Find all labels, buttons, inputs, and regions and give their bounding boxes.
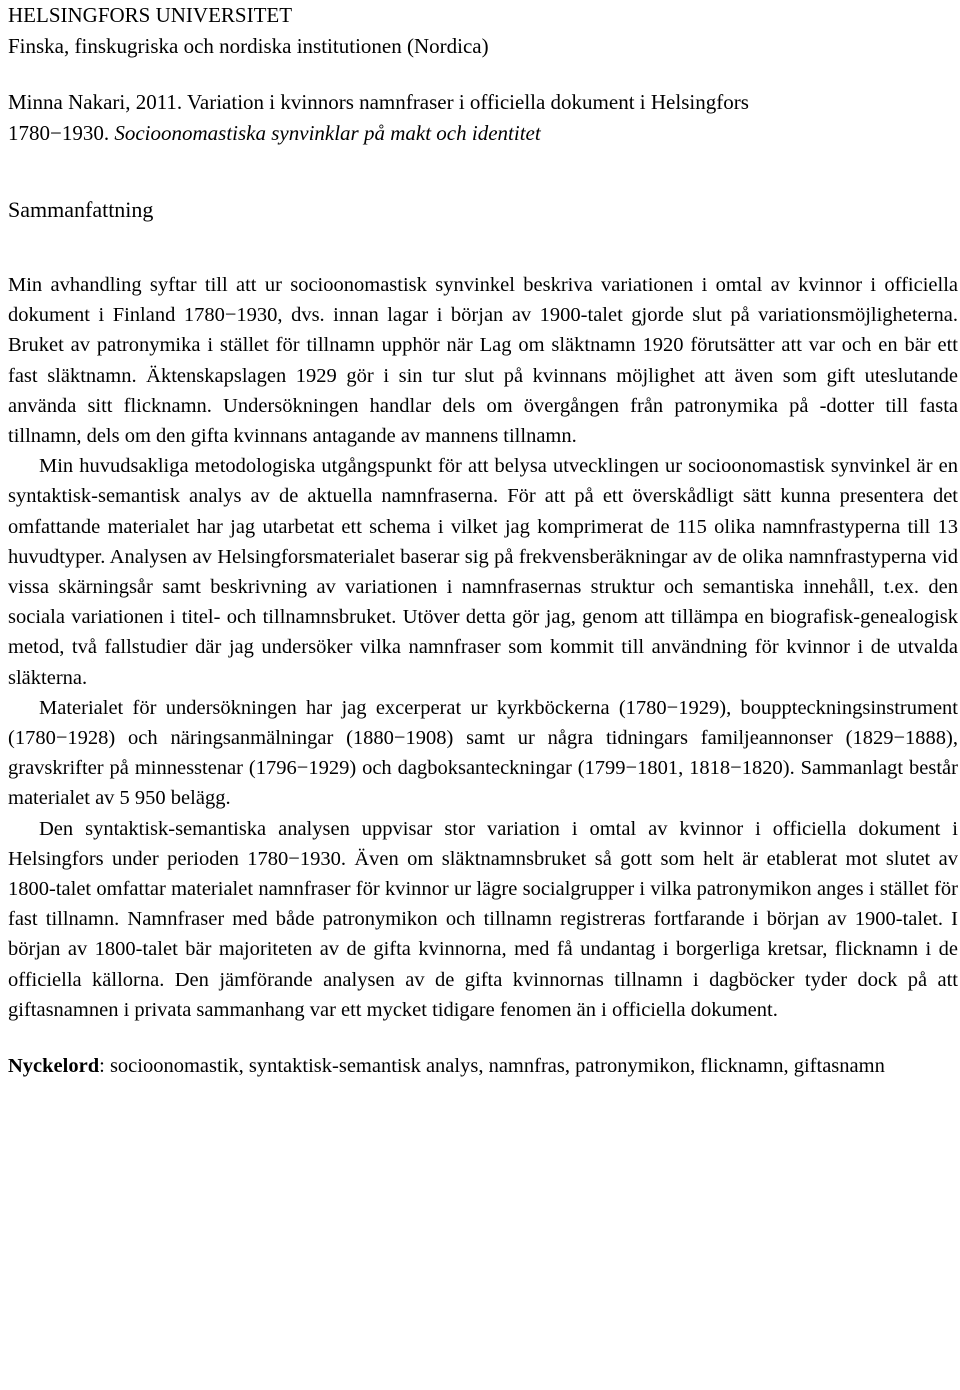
keywords-label: Nyckelord [8,1055,100,1078]
citation-years: 1780−1930. [8,121,110,145]
work-citation [8,87,958,149]
abstract-paragraph-3: Materialet för undersökningen har jag excerperat ur kyrkböckerna (1780−1929), bouppteckningsinstrument (1780−1928) och näringsanmälningar (1880−1908) samt ur några tidningars familjeannonser (1829−1888), gravskrifter på minnesstenar (1796−1929) och dagboksanteckningar (1799−1801, 1818−1820). Sammanlagt består materialet av 5 950 belägg. [8,696,958,810]
abstract-body [8,270,958,1025]
department-name: Finska, finskugriska och nordiska institutionen (Nordica) [8,34,489,58]
document-header [8,0,958,62]
abstract-paragraph-1: Min avhandling syftar till att ur socioonomastisk synvinkel beskriva variationen i omtal av kvinnor i officiella dokument i Finland 1780−1930, dvs. innan lagar i början av 1900-talet gjorde slut på variationsmöjligheterna. Bruket av patronymika i stället för tillnamn upphör när Lag om släktnamn 1920 förutsätter att var och en bär ett fast släktnamn. Äktenskapslagen 1929 gör i sin tur slut på kvinnans möjlighet att även som gift uteslutande använda sitt flicknamn. Undersökningen handlar dels om övergången från patronymika på -dotter till fasta tillnamn, dels om den gifta kvinnans antagande av mannens tillnamn. [8,274,958,448]
keywords-separator: : [99,1055,110,1078]
abstract-heading: Sammanfattning [8,197,154,222]
abstract-paragraph-2: Min huvudsakliga metodologiska utgångspunkt för att belysa utvecklingen ur socioonomastisk synvinkel är en syntaktisk-semantisk analys av de aktuella namnfraserna. För att på ett överskådligt sätt kunna presentera det omfattande materialet har jag utarbetat ett schema i vilket jag komprimerat de 115 olika namnfrastyperna till 13 huvudtyper. Analysen av Helsingforsmaterialet baserar sig på frekvensberäkningar av de olika namnfrastyperna vid vissa skärningsår samt beskrivning av variationen i namnfrasernas struktur och semantiska innehåll, t.ex. den sociala variationen i titel- och tillnamnsbruket. Utöver detta gör jag, genom att tillämpa en biografisk-genealogisk metod, två fallstudier där jag undersöker vilka namnfraser som kommit till användning för kvinnor i de utvalda släkterna. [8,455,958,689]
document-page [8,0,958,1081]
citation-subtitle: Socioonomastiska synvinklar på makt och identitet [114,121,541,145]
university-name: HELSINGFORS UNIVERSITET [8,3,293,27]
keywords-values: socioonomastik, syntaktisk-semantisk analys, namnfras, patronymikon, flicknamn, giftasnamn [109,1055,885,1078]
citation-line-2 [8,118,958,149]
citation-line-1: Minna Nakari, 2011. Variation i kvinnors namnfraser i officiella dokument i Helsingfors [8,90,749,114]
abstract-paragraph-4: Den syntaktisk-semantiska analysen uppvisar stor variation i omtal av kvinnor i officiella dokument i Helsingfors under perioden 1780−1930. Även om släktnamnsbruket så gott som helt är etablerat mot slutet av 1800-talet omfattar materialet namnfraser för kvinnor ur lägre socialgrupper i vilka patronymikon anges i stället för fast tillnamn. Namnfraser med både patronymikon och tillnamn registreras fortfarande i början av 1900-talet. I början av 1800-talet bär majoriteten av de gifta kvinnorna, med få undantag i borgerliga kretsar, flicknamn i de officiella källorna. Den jämförande analysen av de gifta kvinnornas tillnamn i dagböcker tyder dock på att giftasnamnen i privata sammanhang var ett mycket tidigare fenomen än i officiella dokument. [8,817,958,1021]
keywords-section [8,1051,958,1081]
